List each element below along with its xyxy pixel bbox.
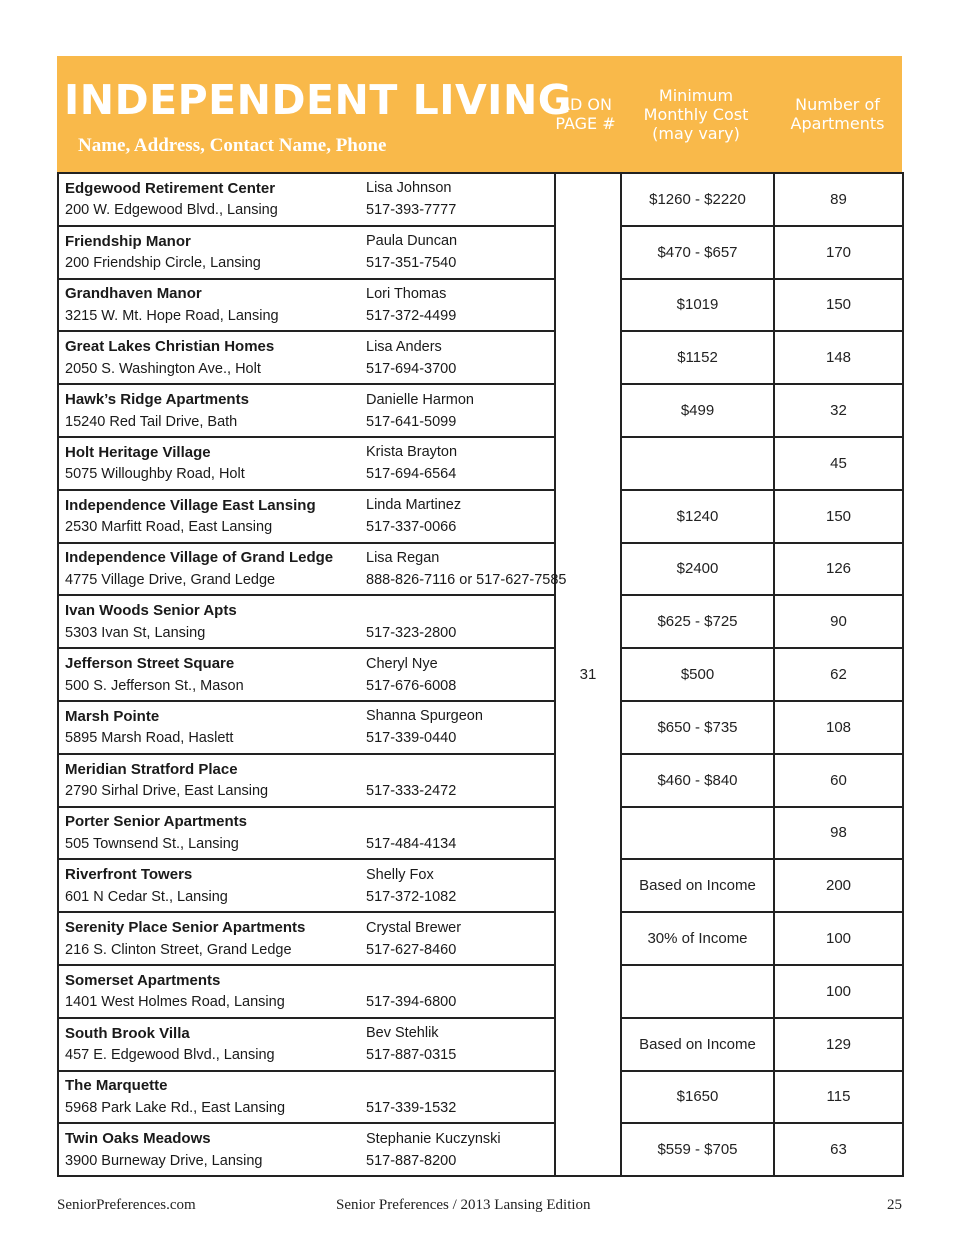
table-row xyxy=(58,173,903,226)
contact-name: Crystal Brewer xyxy=(366,919,462,936)
facility-name: Friendship Manor xyxy=(65,232,191,250)
monthly-cost: $650 - $735 xyxy=(621,701,774,754)
facility-name: Twin Oaks Meadows xyxy=(65,1130,211,1148)
contact-phone: 517-627-8460 xyxy=(366,941,457,958)
footer-page-number: 25 xyxy=(887,1197,902,1213)
facility-name: Independence Village of Grand Ledge xyxy=(65,549,334,567)
table-row xyxy=(58,859,903,912)
contact-phone: 517-337-0066 xyxy=(366,519,457,536)
listing-info-cell xyxy=(58,648,555,701)
facility-name: Somerset Apartments xyxy=(65,971,221,989)
listing-info-cell xyxy=(58,965,555,1018)
contact-phone: 517-323-2800 xyxy=(366,624,457,641)
contact-phone: 517-641-5099 xyxy=(366,413,457,430)
monthly-cost: $460 - $840 xyxy=(621,754,774,807)
monthly-cost: $559 - $705 xyxy=(621,1123,774,1176)
contact-name: Lisa Regan xyxy=(366,549,440,566)
listing-info-cell xyxy=(58,543,567,596)
listing-info-cell xyxy=(58,437,555,490)
facility-address: 4775 Village Drive, Grand Ledge xyxy=(65,571,276,588)
table-row xyxy=(58,437,903,490)
contact-name: Lori Thomas xyxy=(366,285,447,302)
monthly-cost: $470 - $657 xyxy=(621,226,774,279)
ad-page-number: 31 xyxy=(555,173,621,1176)
monthly-cost: $500 xyxy=(621,648,774,701)
facility-name: Jefferson Street Square xyxy=(65,655,235,673)
apartment-count: 32 xyxy=(774,384,903,437)
facility-address: 3215 W. Mt. Hope Road, Lansing xyxy=(65,307,279,324)
listing-info-cell xyxy=(58,1071,555,1124)
contact-phone: 517-372-4499 xyxy=(366,307,457,324)
table-row xyxy=(58,1071,903,1124)
column-header-ad-page: AD ON PAGE # xyxy=(555,95,616,133)
table-row xyxy=(58,384,903,437)
table-row xyxy=(58,648,903,701)
facility-address: 500 S. Jefferson St., Mason xyxy=(65,677,244,694)
contact-phone: 517-339-0440 xyxy=(366,730,457,747)
table-row xyxy=(58,226,903,279)
facility-address: 457 E. Edgewood Blvd., Lansing xyxy=(65,1047,275,1064)
facility-name: Meridian Stratford Place xyxy=(65,760,238,778)
contact-name: Cheryl Nye xyxy=(366,655,438,672)
facility-address: 5075 Willoughby Road, Holt xyxy=(65,466,245,483)
apartment-count: 63 xyxy=(774,1123,903,1176)
listing-info-cell xyxy=(58,859,555,912)
listing-info-cell xyxy=(58,754,555,807)
table-row xyxy=(58,279,903,332)
contact-name: Stephanie Kuczynski xyxy=(366,1130,501,1147)
contact-phone: 517-887-0315 xyxy=(366,1047,457,1064)
facility-name: Great Lakes Christian Homes xyxy=(65,338,275,356)
monthly-cost: Based on Income xyxy=(621,859,774,912)
facility-name: The Marquette xyxy=(65,1077,168,1095)
apartment-count: 148 xyxy=(774,331,903,384)
apartment-count: 89 xyxy=(774,173,903,226)
contact-name: Danielle Harmon xyxy=(366,391,474,408)
table-row xyxy=(58,807,903,860)
listing-info-cell xyxy=(58,1123,555,1176)
facility-name: Ivan Woods Senior Apts xyxy=(65,602,237,620)
table-row xyxy=(58,1018,903,1071)
contact-phone: 517-694-6564 xyxy=(366,466,457,483)
listing-table xyxy=(57,172,904,1177)
table-row xyxy=(58,331,903,384)
monthly-cost: $1152 xyxy=(621,331,774,384)
contact-phone: 517-333-2472 xyxy=(366,783,457,800)
contact-phone: 517-393-7777 xyxy=(366,202,457,219)
listing-info-cell xyxy=(58,331,555,384)
facility-address: 3900 Burneway Drive, Lansing xyxy=(65,1152,263,1169)
listing-info-cell xyxy=(58,384,555,437)
facility-name: Holt Heritage Village xyxy=(65,443,211,461)
apartment-count: 115 xyxy=(774,1071,903,1124)
apartment-count: 150 xyxy=(774,279,903,332)
listing-info-cell xyxy=(58,701,555,754)
apartment-count: 90 xyxy=(774,595,903,648)
contact-name: Lisa Anders xyxy=(366,338,442,355)
table-header xyxy=(57,56,902,172)
facility-name: South Brook Villa xyxy=(65,1024,190,1042)
page-footer xyxy=(57,1197,902,1217)
apartment-count: 150 xyxy=(774,490,903,543)
facility-name: Serenity Place Senior Apartments xyxy=(65,919,306,937)
contact-phone: 517-694-3700 xyxy=(366,360,457,377)
monthly-cost: $2400 xyxy=(621,543,774,596)
facility-name: Independence Village East Lansing xyxy=(65,496,316,514)
apartment-count: 60 xyxy=(774,754,903,807)
listing-info-cell xyxy=(58,173,555,226)
monthly-cost: $1650 xyxy=(621,1071,774,1124)
contact-phone: 517-676-6008 xyxy=(366,677,457,694)
apartment-count: 100 xyxy=(774,912,903,965)
facility-address: 15240 Red Tail Drive, Bath xyxy=(65,413,238,430)
listing-info-cell xyxy=(58,807,555,860)
listing-info-cell xyxy=(58,490,555,543)
contact-phone: 517-484-4134 xyxy=(366,835,457,852)
facility-address: 5895 Marsh Road, Haslett xyxy=(65,730,234,747)
listing-info-cell xyxy=(58,912,555,965)
apartment-count: 100 xyxy=(774,965,903,1018)
monthly-cost xyxy=(621,807,774,860)
apartment-count: 129 xyxy=(774,1018,903,1071)
monthly-cost xyxy=(621,437,774,490)
contact-name: Linda Martinez xyxy=(366,497,462,514)
monthly-cost: Based on Income xyxy=(621,1018,774,1071)
monthly-cost: $1019 xyxy=(621,279,774,332)
apartment-count: 45 xyxy=(774,437,903,490)
facility-address: 2530 Marfitt Road, East Lansing xyxy=(65,519,273,536)
monthly-cost: $499 xyxy=(621,384,774,437)
facility-name: Riverfront Towers xyxy=(65,866,193,884)
table-row xyxy=(58,490,903,543)
footer-website: SeniorPreferences.com xyxy=(57,1197,196,1213)
facility-address: 5968 Park Lake Rd., East Lansing xyxy=(65,1099,286,1116)
contact-name: Bev Stehlik xyxy=(366,1025,439,1042)
facility-address: 216 S. Clinton Street, Grand Ledge xyxy=(65,941,292,958)
facility-address: 2790 Sirhal Drive, East Lansing xyxy=(65,783,269,800)
table-row xyxy=(58,543,903,596)
apartment-count: 126 xyxy=(774,543,903,596)
contact-phone: 517-887-8200 xyxy=(366,1152,457,1169)
contact-name: Shanna Spurgeon xyxy=(366,708,483,725)
facility-name: Porter Senior Apartments xyxy=(65,813,247,831)
contact-phone: 888-826-7116 or 517-627-7585 xyxy=(366,571,567,588)
column-header-monthly-cost: Minimum Monthly Cost (may vary) xyxy=(643,85,749,143)
apartment-count: 170 xyxy=(774,226,903,279)
table-row xyxy=(58,1123,903,1176)
contact-name: Lisa Johnson xyxy=(366,180,452,197)
facility-address: 2050 S. Washington Ave., Holt xyxy=(65,360,261,377)
page-title: INDEPENDENT LIVING xyxy=(64,76,572,124)
listing-info-cell xyxy=(58,279,555,332)
contact-phone: 517-351-7540 xyxy=(366,255,457,272)
contact-phone: 517-394-6800 xyxy=(366,994,457,1011)
table-row xyxy=(58,595,903,648)
monthly-cost: $1260 - $2220 xyxy=(621,173,774,226)
apartment-count: 200 xyxy=(774,859,903,912)
facility-name: Edgewood Retirement Center xyxy=(65,179,276,197)
listing-info-cell xyxy=(58,1018,555,1071)
column-header-name-address: Name, Address, Contact Name, Phone xyxy=(78,135,387,156)
table-row xyxy=(58,701,903,754)
column-header-apartments: Number of Apartments xyxy=(790,95,885,133)
facility-name: Marsh Pointe xyxy=(65,707,160,725)
facility-address: 505 Townsend St., Lansing xyxy=(65,835,239,852)
facility-address: 200 W. Edgewood Blvd., Lansing xyxy=(65,202,278,219)
listing-info-cell xyxy=(58,595,555,648)
facility-address: 601 N Cedar St., Lansing xyxy=(65,888,228,905)
facility-name: Hawk’s Ridge Apartments xyxy=(65,391,249,409)
contact-name: Krista Brayton xyxy=(366,444,458,461)
table-row xyxy=(58,912,903,965)
facility-name: Grandhaven Manor xyxy=(65,285,202,303)
apartment-count: 108 xyxy=(774,701,903,754)
independent-living-listing xyxy=(57,56,902,1177)
contact-phone: 517-339-1532 xyxy=(366,1099,457,1116)
facility-address: 1401 West Holmes Road, Lansing xyxy=(65,994,285,1011)
monthly-cost: 30% of Income xyxy=(621,912,774,965)
apartment-count: 62 xyxy=(774,648,903,701)
contact-name: Shelly Fox xyxy=(366,866,434,883)
facility-address: 200 Friendship Circle, Lansing xyxy=(65,255,261,272)
listing-info-cell xyxy=(58,226,555,279)
facility-address: 5303 Ivan St, Lansing xyxy=(65,624,206,641)
apartment-count: 98 xyxy=(774,807,903,860)
contact-phone: 517-372-1082 xyxy=(366,888,457,905)
monthly-cost xyxy=(621,965,774,1018)
monthly-cost: $1240 xyxy=(621,490,774,543)
contact-name: Paula Duncan xyxy=(366,233,458,250)
table-row xyxy=(58,754,903,807)
table-row xyxy=(58,965,903,1018)
footer-publication: Senior Preferences / 2013 Lansing Edition xyxy=(336,1197,591,1213)
monthly-cost: $625 - $725 xyxy=(621,595,774,648)
